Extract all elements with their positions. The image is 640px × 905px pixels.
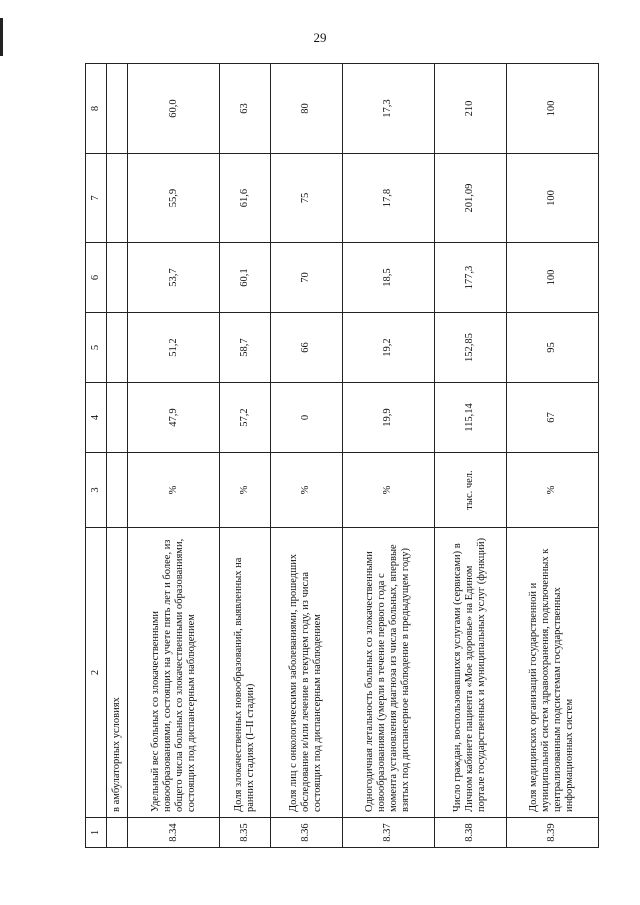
value-col8: 80: [271, 64, 343, 154]
table-row: [220, 64, 271, 848]
unit: %: [506, 453, 598, 528]
header-cell: 2: [86, 528, 107, 818]
value-col8: 60,0: [128, 64, 220, 154]
value-col6: 70: [271, 243, 343, 313]
value-col8: 63: [220, 64, 271, 154]
indicator-name: Одногодичная летальность больных со злокачественными новообразованиями (умерли в течение первого года с момента установления диагноза из числа больных, впервые взятых под диспансерное наблюдение в предыдущем году): [342, 528, 434, 818]
unit: %: [220, 453, 271, 528]
row-number: 8.34: [128, 818, 220, 848]
value-col7: 61,6: [220, 154, 271, 243]
value-col8: 210: [435, 64, 507, 154]
row-number: 8.38: [435, 818, 507, 848]
table-row: [128, 64, 220, 848]
value-col6: 18,5: [342, 243, 434, 313]
value-col8: 17,3: [342, 64, 434, 154]
table-row: [506, 64, 598, 848]
table-row: [342, 64, 434, 848]
value-col6: 100: [506, 243, 598, 313]
header-cell: 1: [86, 818, 107, 848]
value-col5: 58,7: [220, 313, 271, 383]
value-col7: 100: [506, 154, 598, 243]
header-cell: 8: [86, 64, 107, 154]
value-col5: 66: [271, 313, 343, 383]
value-col4: 0: [271, 383, 343, 453]
unit: тыс. чел.: [435, 453, 507, 528]
value-col4: 115,14: [435, 383, 507, 453]
value-col4: 19,9: [342, 383, 434, 453]
header-cell: 6: [86, 243, 107, 313]
unit: %: [128, 453, 220, 528]
indicator-name: Удельный вес больных со злокачественными новообразованиями, состоящих на учете пять лет и более, из общего числа больных со злокачественными образованиями, состоящих под диспансерным наблюдением: [128, 528, 220, 818]
rotated-table-container: [85, 64, 599, 848]
unit: %: [271, 453, 343, 528]
indicator-name: Число граждан, воспользовавшихся услугами (сервисами) в Личном кабинете пациента «Мое здоровье» на Едином портале государственных и муниципальных услуг (функций): [435, 528, 507, 818]
value-col7: 55,9: [128, 154, 220, 243]
unit: %: [342, 453, 434, 528]
value-col6: 53,7: [128, 243, 220, 313]
value-col7: 75: [271, 154, 343, 243]
value-col4: 57,2: [220, 383, 271, 453]
value-col5: 95: [506, 313, 598, 383]
table-row: [271, 64, 343, 848]
continuation-text: в амбулаторных условиях: [107, 528, 128, 818]
value-col5: 51,2: [128, 313, 220, 383]
indicator-table: [85, 63, 599, 848]
header-row: [86, 64, 107, 848]
row-number: 8.35: [220, 818, 271, 848]
indicator-name: Доля злокачественных новообразований, выявленных на ранних стадиях (I–II стадии): [220, 528, 271, 818]
value-col6: 177,3: [435, 243, 507, 313]
value-col6: 60,1: [220, 243, 271, 313]
header-cell: 7: [86, 154, 107, 243]
row-number: 8.39: [506, 818, 598, 848]
value-col8: 100: [506, 64, 598, 154]
value-col5: 19,2: [342, 313, 434, 383]
header-cell: 3: [86, 453, 107, 528]
value-col5: 152,85: [435, 313, 507, 383]
row-number: 8.37: [342, 818, 434, 848]
value-col7: 201,09: [435, 154, 507, 243]
value-col4: 67: [506, 383, 598, 453]
page-number: 29: [313, 30, 327, 45]
value-col4: 47,9: [128, 383, 220, 453]
continuation-row: [107, 64, 128, 848]
indicator-name: Доля лиц с онкологическими заболеваниями, прошедших обследование и/или лечение в текущем году, из числа состоящих под диспансерным наблюдением: [271, 528, 343, 818]
indicator-name: Доля медицинских организаций государственной и муниципальной систем здравоохранения, подключенных к централизованным подсистемам государственных информационных систем: [506, 528, 598, 818]
header-cell: 5: [86, 313, 107, 383]
row-number: 8.36: [271, 818, 343, 848]
value-col7: 17,8: [342, 154, 434, 243]
table-row: [435, 64, 507, 848]
header-cell: 4: [86, 383, 107, 453]
